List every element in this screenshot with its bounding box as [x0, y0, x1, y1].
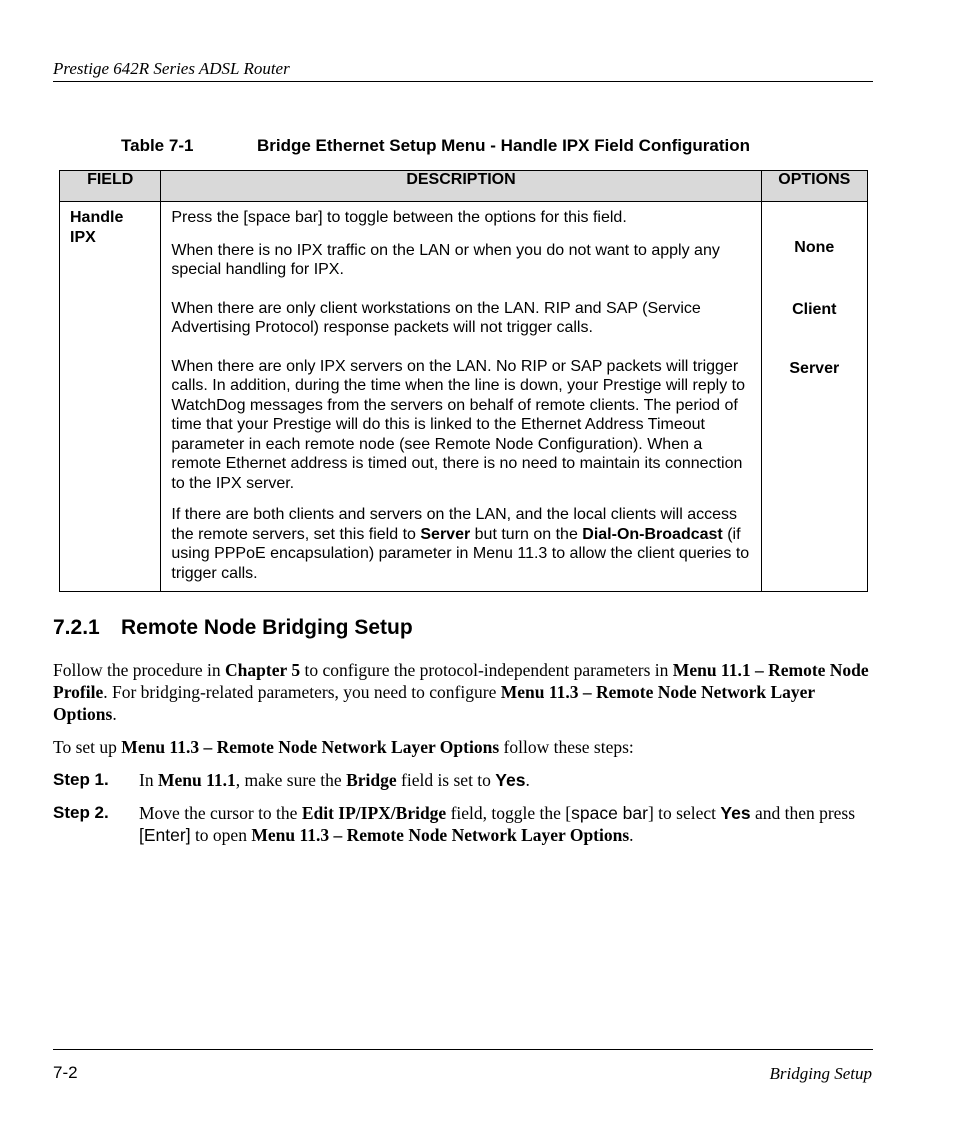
desc-intro: Press the [space bar] to toggle between the options for this field. [171, 209, 627, 226]
step-text: field is set to [396, 770, 496, 790]
table-header-row [60, 171, 868, 202]
para-bold: Menu 11.1 – Remote Node Profile [53, 660, 869, 702]
step-text: and then press [750, 803, 856, 823]
step-bold: Edit IP/IPX/Bridge [301, 803, 447, 823]
footer-rule [53, 1049, 873, 1050]
table-caption-number: Table 7-1 [121, 136, 194, 155]
step-1 [53, 769, 873, 791]
para-bold: Menu 11.3 – Remote Node Network Layer Options [53, 682, 815, 724]
desc-both-dial-on-broadcast: Dial-On-Broadcast [582, 525, 723, 543]
running-header: Prestige 642R Series ADSL Router [53, 59, 290, 78]
footer-chapter: Bridging Setup [769, 1064, 872, 1083]
step-bold: Yes [720, 803, 751, 823]
step-2-label: Step 2. [53, 803, 109, 822]
desc-both-text: If there are both clients and servers on the LAN, and the local clients will access the remote servers, set this field to [171, 506, 737, 543]
column-header-field: FIELD [60, 171, 161, 202]
para-text: follow these steps: [499, 737, 634, 757]
field-cell [60, 202, 161, 592]
step-text: to open [190, 825, 252, 845]
description-cell [161, 202, 761, 592]
step-text: , make sure the [235, 770, 347, 790]
page-number: 7-2 [53, 1063, 78, 1082]
step-bold: Yes [495, 770, 526, 790]
step-text: ] to select [647, 803, 721, 823]
step-bold: Bridge [346, 770, 397, 790]
para-text: Follow the procedure in [53, 660, 226, 680]
handle-ipx-table [59, 170, 868, 592]
step-key: space bar [571, 803, 648, 823]
table-caption [121, 136, 751, 156]
field-name-line1: Handle [70, 209, 124, 226]
para-bold: Menu 11.3 – Remote Node Network Layer Options [121, 737, 500, 757]
step-1-text [139, 769, 873, 791]
table-caption-title: Bridge Ethernet Setup Menu - Handle IPX Field Configuration [257, 136, 751, 155]
step-1-label: Step 1. [53, 770, 109, 789]
step-bold: Menu 11.3 – Remote Node Network Layer Options [251, 825, 630, 845]
step-text: field, toggle the [ [446, 803, 572, 823]
desc-both-text: but turn on the [470, 525, 583, 543]
step-text: . [629, 825, 634, 845]
para-text: . For bridging-related parameters, you need to configure [103, 682, 501, 702]
section-title: Remote Node Bridging Setup [121, 616, 413, 639]
paragraph-setup [53, 736, 873, 758]
section-number: 7.2.1 [53, 616, 100, 639]
para-text: To set up [53, 737, 122, 757]
desc-both [171, 505, 750, 583]
step-2-text [139, 802, 873, 846]
column-header-options: OPTIONS [761, 171, 867, 202]
option-none: None [794, 239, 835, 256]
step-text: . [525, 770, 530, 790]
field-name-line2: IPX [70, 229, 96, 246]
para-bold: Chapter 5 [225, 660, 301, 680]
desc-client: When there are only client workstations on the LAN. RIP and SAP (Service Advertising Protocol) response packets will not trigger calls. [171, 299, 701, 336]
step-2 [53, 802, 873, 846]
step-text: Move the cursor to the [139, 803, 302, 823]
para-text: to configure the protocol-independent parameters in [300, 660, 673, 680]
column-header-description: DESCRIPTION [161, 171, 761, 202]
options-cell [761, 202, 867, 592]
step-bold: Menu 11.1 [157, 770, 236, 790]
desc-both-server: Server [420, 525, 471, 543]
step-text: In [139, 770, 158, 790]
para-text: . [112, 704, 117, 724]
paragraph-intro [53, 659, 873, 725]
desc-server: When there are only IPX servers on the LAN. No RIP or SAP packets will trigger calls. In addition, during the time when the line is down, your Prestige will reply to WatchDog messages from the servers on behalf of remote clients. The period of time that your Prestige will do this is linked to the Ethernet Address Timeout parameter in each remote node (see Remote Node Configuration). When a remote Ethernet address is timed out, there is no need to maintain its connection to the IPX server. [171, 357, 745, 492]
step-key: [Enter] [139, 825, 191, 845]
desc-none: When there is no IPX traffic on the LAN or when you do not want to apply any special handling for IPX. [171, 241, 720, 278]
desc-both-text: (if using PPPoE encapsulation) parameter in Menu 11.3 to allow the client queries to trigger calls. [171, 525, 750, 582]
table-row [60, 202, 868, 592]
option-client: Client [792, 301, 837, 318]
option-server: Server [789, 360, 840, 377]
section-heading [53, 616, 413, 640]
header-rule [53, 81, 873, 82]
